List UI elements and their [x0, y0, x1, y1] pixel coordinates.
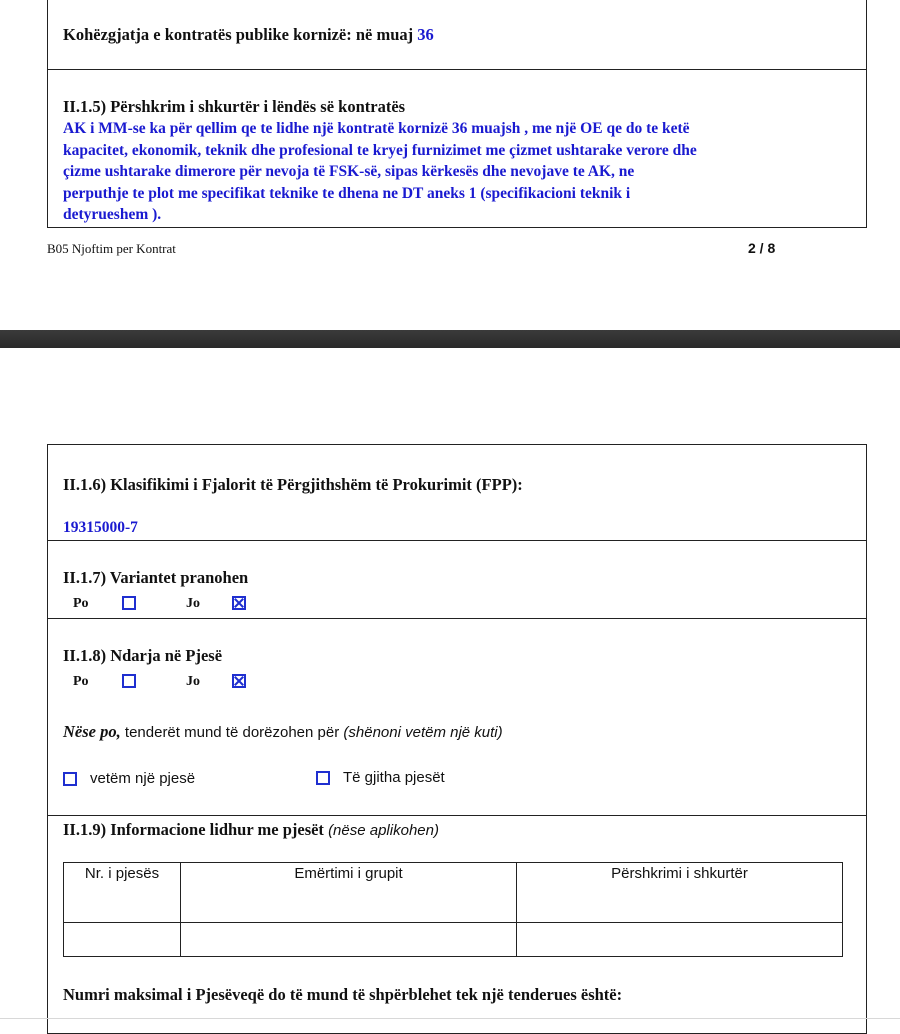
section-1-5-title: II.1.5) Përshkrim i shkurtër i lëndës së kontratës — [63, 97, 406, 116]
contract-duration-label: Kohëzgjatja e kontratës publike kornizë: në muaj — [63, 25, 414, 44]
one-lot-label: vetëm një pjesë — [90, 770, 196, 787]
variants-yes-checkbox[interactable] — [122, 596, 136, 610]
page-separator — [0, 330, 900, 348]
if-yes-prefix: Nëse po, — [63, 722, 121, 741]
table-header-lot-number: Nr. i pjesës — [64, 863, 181, 923]
section-1-7-title: II.1.7) Variantet pranohen — [63, 568, 249, 587]
page-footer-left: B05 Njoftim per Kontrat — [47, 241, 176, 256]
table-header-row — [64, 863, 843, 923]
if-yes-instruction — [63, 722, 503, 742]
description-line: kapacitet, ekonomik, teknik dhe profesional te kryej furnizimet me çizmet ushtarake verore dhe — [63, 141, 697, 159]
section-1-9-hint: (nëse aplikohen) — [328, 822, 439, 839]
description-line: perputhje te plot me specifikat teknike te dhena ne DT aneks 1 (specifikacioni teknik i — [63, 184, 631, 202]
max-lots-text: Numri maksimal i Pjesëveqë do të mund të shpërblehet tek një tenderues është: — [63, 985, 623, 1004]
divider — [48, 69, 866, 70]
description-line: çizme ushtarake dimerore për nevoja të FSK-së, sipas kërkesës dhe nevojave te AK, ne — [63, 163, 635, 180]
lots-table — [63, 862, 843, 957]
one-lot-checkbox[interactable] — [63, 772, 77, 786]
divider — [48, 540, 866, 541]
division-no-checkbox[interactable] — [232, 674, 246, 688]
page1-form-box — [47, 0, 867, 228]
description-line: detyrueshem ). — [63, 206, 162, 223]
section-1-9-title-row — [63, 820, 439, 840]
contract-duration-value: 36 — [417, 25, 434, 44]
section-1-9-title: II.1.9) Informacione lidhur me pjesët — [63, 820, 324, 839]
variants-yes-label: Po — [73, 596, 89, 611]
divider — [48, 815, 866, 816]
division-no-label: Jo — [186, 674, 200, 689]
description-line: AK i MM-se ka për qellim qe te lidhe një kontratë kornizë 36 muajsh , me një OE qe do te ketë — [63, 120, 690, 137]
table-cell[interactable] — [64, 923, 181, 957]
if-yes-text: tenderët mund të dorëzohen për — [120, 724, 344, 741]
section-1-8-title: II.1.8) Ndarja në Pjesë — [63, 646, 223, 665]
bottom-edge — [0, 1018, 900, 1019]
variants-no-label: Jo — [186, 596, 200, 611]
table-cell[interactable] — [181, 923, 517, 957]
all-lots-checkbox[interactable] — [316, 771, 330, 785]
table-row — [64, 923, 843, 957]
if-yes-hint: (shënoni vetëm një kuti) — [343, 724, 503, 741]
cpv-code: 19315000-7 — [63, 519, 138, 536]
section-1-5-description — [63, 118, 697, 226]
section-1-6-title: II.1.6) Klasifikimi i Fjalorit të Përgjithshëm të Prokurimit (FPP): — [63, 475, 523, 494]
table-header-group-name: Emërtimi i grupit — [181, 863, 517, 923]
page-number: 2 / 8 — [748, 240, 776, 256]
contract-duration-row — [63, 25, 434, 45]
division-yes-checkbox[interactable] — [122, 674, 136, 688]
variants-no-checkbox[interactable] — [232, 596, 246, 610]
page2-form-box — [47, 444, 867, 1034]
divider — [48, 618, 866, 619]
all-lots-label: Të gjitha pjesët — [343, 769, 445, 786]
table-header-short-description: Përshkrimi i shkurtër — [517, 863, 843, 923]
table-cell[interactable] — [517, 923, 843, 957]
division-yes-label: Po — [73, 674, 89, 689]
